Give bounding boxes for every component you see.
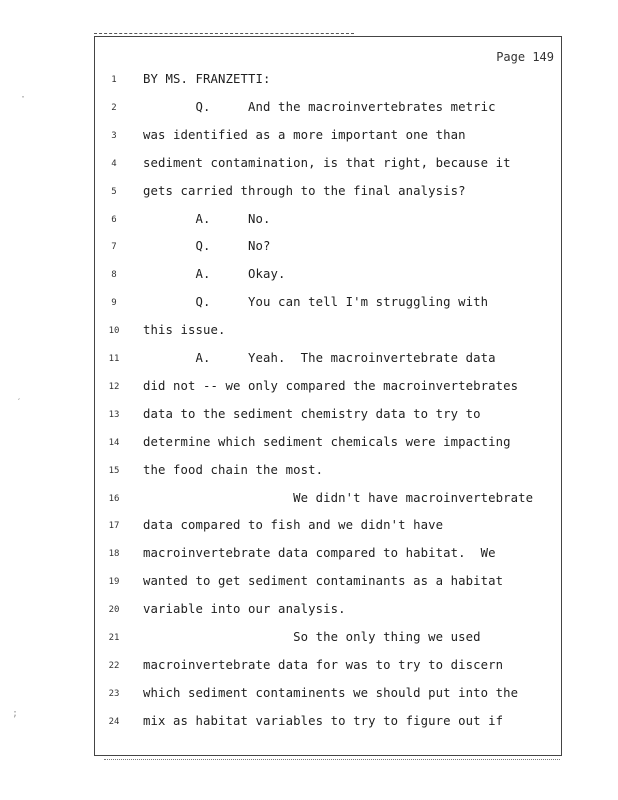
transcript-line-text: data compared to fish and we didn't have — [143, 518, 444, 533]
line-number: 11 — [108, 354, 120, 364]
transcript-line-text: BY MS. FRANZETTI: — [143, 72, 271, 86]
line-number: 4 — [111, 158, 117, 169]
transcript-line-text: determine which sediment chemicals were impacting — [143, 434, 511, 449]
top-edge-rule — [94, 33, 354, 34]
transcript-line-text: sediment contamination, is that right, because it — [143, 155, 511, 170]
transcript-line-text: gets carried through to the final analysis? — [143, 183, 466, 198]
transcript-line-text: Q. No? — [143, 239, 271, 254]
transcript-line-text: A. Yeah. The macroinvertebrate data — [143, 351, 496, 365]
scan-speck: · — [20, 92, 27, 103]
transcript-line-text: data to the sediment chemistry data to try to — [143, 406, 481, 421]
line-number: 24 — [108, 716, 120, 727]
line-number: 2 — [111, 102, 117, 113]
line-number: 22 — [108, 660, 120, 671]
line-number: 1 — [111, 75, 117, 85]
transcript-line-text: this issue. — [143, 323, 226, 338]
line-number: 7 — [111, 242, 117, 253]
line-number: 23 — [108, 688, 120, 699]
transcript-page-frame — [94, 36, 562, 756]
transcript-line-text: We didn't have macroinvertebrate — [143, 490, 534, 505]
line-number: 21 — [108, 633, 120, 643]
line-number: 14 — [108, 437, 120, 448]
transcript-line-text: Q. You can tell I'm struggling with — [143, 295, 489, 310]
line-number: 17 — [108, 521, 120, 532]
line-number: 13 — [108, 409, 120, 420]
bottom-edge-rule — [104, 759, 560, 760]
scan-speck: ˊ — [16, 398, 23, 409]
transcript-line-text: did not -- we only compared the macroinvertebrates — [143, 378, 519, 393]
line-number: 12 — [108, 381, 120, 392]
line-number: 9 — [111, 298, 117, 309]
transcript-line-text: macroinvertebrate data compared to habitat. We — [143, 546, 496, 561]
transcript-line-text: mix as habitat variables to try to figure out if — [143, 713, 504, 728]
line-number: 16 — [108, 493, 120, 504]
transcript-line-text: A. Okay. — [143, 267, 286, 282]
transcript-line-text: Q. And the macroinvertebrates metric — [143, 99, 496, 114]
transcript-line-text: wanted to get sediment contaminants as a habitat — [143, 574, 504, 589]
transcript-line-text: variable into our analysis. — [143, 602, 346, 617]
line-number: 10 — [108, 326, 120, 337]
line-number: 19 — [108, 577, 120, 588]
line-number: 15 — [108, 465, 120, 476]
line-number: 6 — [111, 214, 117, 225]
transcript-line-text: which sediment contaminents we should put into the — [143, 685, 519, 700]
line-number: 20 — [108, 605, 120, 616]
line-number: 3 — [111, 130, 117, 141]
transcript-line-text: was identified as a more important one than — [143, 127, 466, 142]
line-number: 8 — [111, 270, 117, 281]
scan-speck: ; — [12, 708, 19, 719]
page-number-label: Page 149 — [496, 50, 554, 64]
line-number: 18 — [108, 549, 120, 560]
transcript-line-text: So the only thing we used — [143, 630, 481, 644]
line-number: 5 — [111, 186, 117, 197]
transcript-line-text: the food chain the most. — [143, 462, 324, 477]
transcript-line-text: macroinvertebrate data for was to try to discern — [143, 657, 504, 672]
transcript-line-text: A. No. — [143, 211, 271, 226]
